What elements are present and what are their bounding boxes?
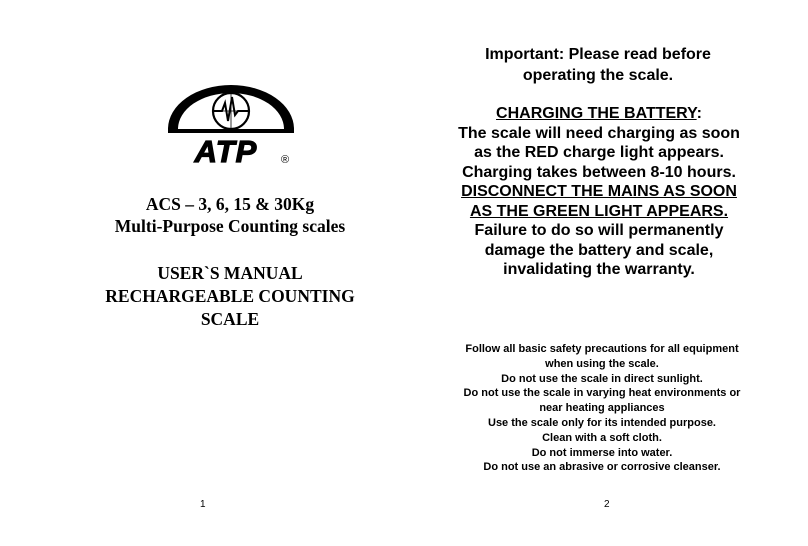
safety-line: Do not use the scale in direct sunlight. <box>501 372 703 385</box>
product-title-line: ACS – 3, 6, 15 & 30Kg <box>145 194 315 214</box>
charging-line: Failure to do so will permanently <box>474 222 724 239</box>
charging-heading-colon: : <box>696 105 702 122</box>
important-line: Important: Please read before <box>485 46 711 63</box>
charging-line: damage the battery and scale, <box>484 241 714 259</box>
safety-line: Follow all basic safety precautions for all equipment <box>465 343 739 355</box>
safety-line: when using the scale. <box>545 357 659 370</box>
charging-line: Charging takes between 8-10 hours. <box>462 163 736 181</box>
safety-line: Do not use the scale in varying heat environments or <box>463 387 741 400</box>
safety-line: Clean with a soft cloth. <box>542 431 662 444</box>
page-number: 2 <box>604 499 610 510</box>
product-title <box>40 193 420 237</box>
manual-title <box>40 262 420 331</box>
charging-heading-text: CHARGING THE BATTERY <box>496 105 697 122</box>
manual-title-line: USER`S MANUAL <box>157 263 303 283</box>
safety-line: Use the scale only for its intended purpose. <box>488 416 716 429</box>
page-number: 1 <box>200 499 206 510</box>
atp-logo <box>166 83 296 168</box>
important-notice <box>418 44 778 86</box>
registered-mark: ® <box>280 154 290 166</box>
charging-line: invalidating the warranty. <box>503 261 695 278</box>
manual-title-line: SCALE <box>200 309 260 329</box>
safety-precautions <box>418 342 786 475</box>
disconnect-warning-line: AS THE GREEN LIGHT APPEARS. <box>469 202 729 220</box>
logo-text: ATP <box>194 134 258 168</box>
disconnect-warning-line: DISCONNECT THE MAINS AS SOON <box>461 183 737 200</box>
important-line: operating the scale. <box>522 67 674 84</box>
product-subtitle-line: Multi-Purpose Counting scales <box>114 216 346 236</box>
charging-line: as the RED charge light appears. <box>474 144 724 161</box>
safety-line: Do not use an abrasive or corrosive cleanser. <box>483 461 721 474</box>
charging-section <box>414 104 784 280</box>
heartbeat-oscilloscope-icon <box>166 83 296 168</box>
safety-line: near heating appliances <box>539 402 665 415</box>
charging-heading <box>414 104 784 124</box>
safety-line: Do not immerse into water. <box>531 446 673 459</box>
right-page <box>404 0 808 546</box>
manual-title-line: RECHARGEABLE COUNTING <box>105 286 355 306</box>
charging-line: The scale will need charging as soon <box>458 124 740 142</box>
